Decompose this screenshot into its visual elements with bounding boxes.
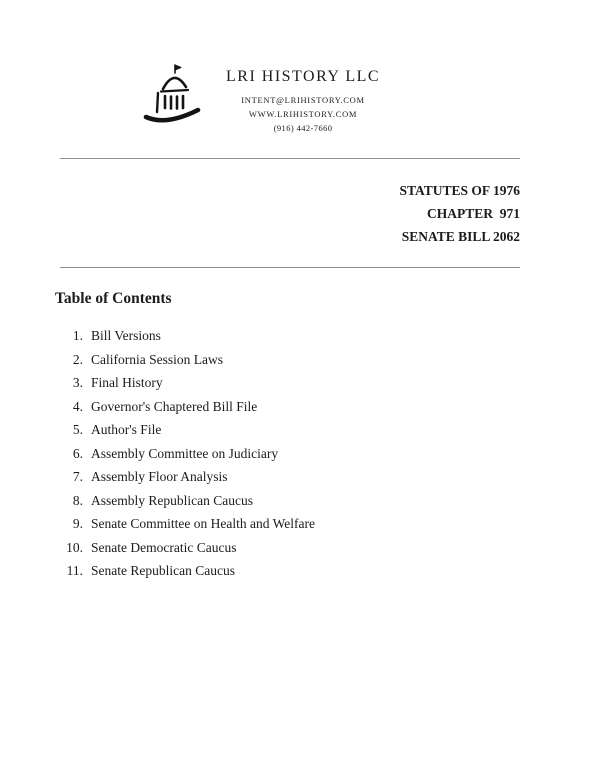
toc-item-label: Assembly Committee on Judiciary [91, 445, 279, 461]
toc-item [55, 541, 600, 555]
toc-item [55, 329, 600, 343]
toc-item-label: California Session Laws [91, 351, 223, 367]
company-website: WWW.LRIHISTORY.COM [248, 109, 358, 120]
divider-top [60, 158, 520, 159]
toc-item [55, 353, 600, 367]
toc-item-number: 4. [72, 398, 83, 414]
toc-item-label: Author's File [91, 422, 162, 438]
chapter-number: CHAPTER 971 [426, 206, 520, 222]
toc-item-label: Governor's Chaptered Bill File [91, 398, 258, 414]
toc-item-label: Final History [91, 375, 163, 391]
toc-title: Table of Contents [55, 290, 172, 308]
toc-item-label: Senate Democratic Caucus [91, 539, 237, 555]
toc-item [55, 376, 600, 390]
toc-item [55, 470, 600, 484]
senate-bill-number: SENATE BILL 2062 [401, 229, 520, 245]
toc-item-label: Assembly Republican Caucus [91, 492, 253, 508]
toc-item-label: Senate Committee on Health and Welfare [91, 516, 315, 532]
toc-item-number: 10. [66, 539, 83, 555]
toc-item-number: 1. [72, 328, 83, 344]
capitol-building-logo-icon [138, 60, 210, 134]
bill-identification [0, 179, 520, 248]
toc-item [55, 447, 600, 461]
toc-item [55, 423, 600, 437]
toc-item-number: 7. [72, 469, 83, 485]
toc-item [55, 400, 600, 414]
statutes-of-year: STATUTES OF 1976 [399, 183, 520, 199]
letterhead [0, 0, 600, 135]
toc-list [55, 329, 600, 578]
toc-item-number: 11. [66, 563, 83, 579]
toc-item [55, 494, 600, 508]
toc-item-number: 3. [72, 375, 83, 391]
toc-item-number: 9. [72, 516, 83, 532]
toc-item-number: 5. [72, 422, 83, 438]
toc-item-number: 2. [72, 351, 83, 367]
toc-item-label: Senate Republican Caucus [91, 563, 235, 579]
company-phone: (916) 442-7660 [273, 123, 333, 134]
company-email: INTENT@LRIHISTORY.COM [241, 95, 365, 105]
toc-item [55, 564, 600, 578]
toc-item-number: 6. [72, 445, 83, 461]
letterhead-text [226, 60, 380, 135]
divider-middle [60, 267, 520, 268]
toc-item-label: Bill Versions [91, 328, 161, 344]
toc-item-number: 8. [72, 492, 83, 508]
toc-item [55, 517, 600, 531]
toc-item-label: Assembly Floor Analysis [91, 469, 228, 485]
company-name: LRI HISTORY LLC [226, 68, 381, 85]
